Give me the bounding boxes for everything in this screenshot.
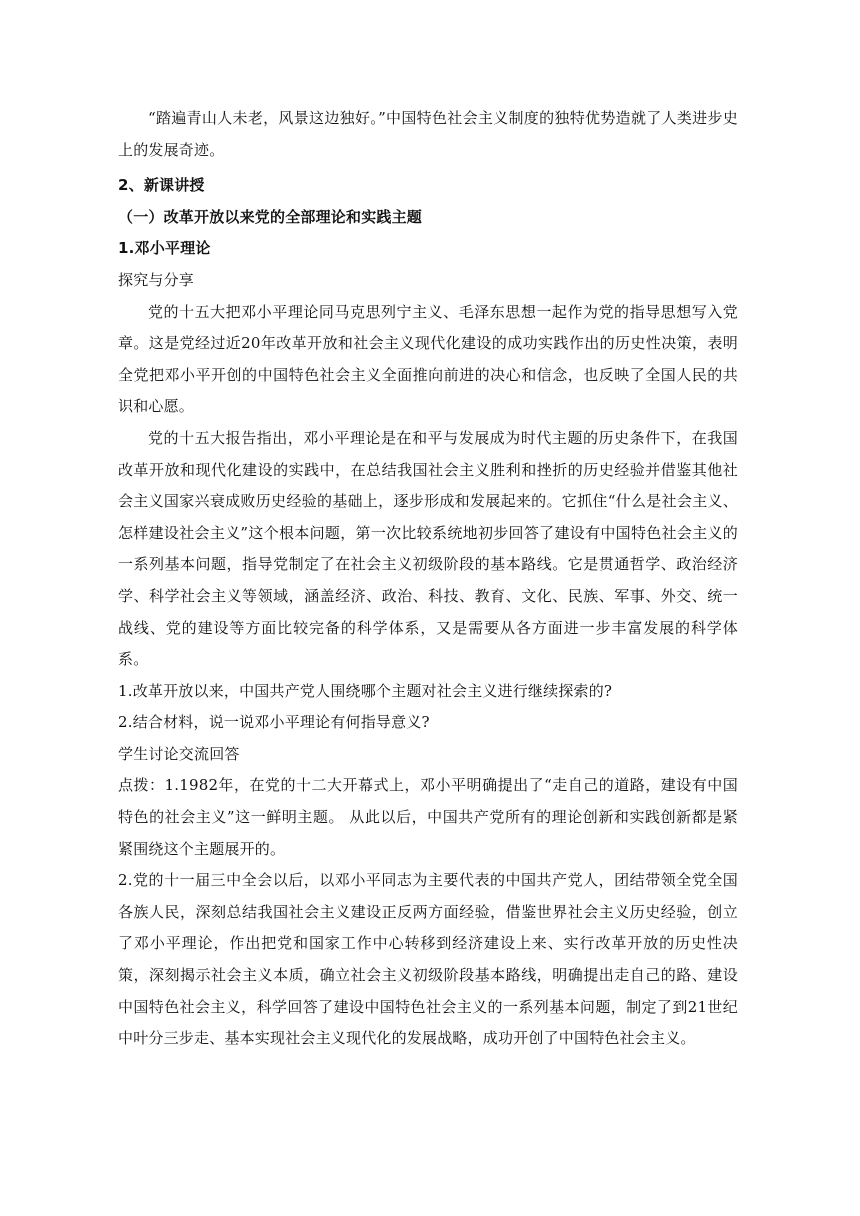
document-content — [118, 103, 738, 1055]
material-paragraph-2: 党的十五大报告指出，邓小平理论是在和平与发展成为时代主题的历史条件下，在我国改革开放和现代化建设的实践中，在总结我国社会主义胜利和挫折的历史经验并借鉴其他社会主义国家兴衰成败历史经验的基础上，逐步形成和发展起来的。它抓住“什么是社会主义、怎样建设社会主义”这个根本问题，第一次比较系统地初步回答了建设有中国特色社会主义的一系列基本问题，指导党制定了在社会主义初级阶段的基本路线。它是贯通哲学、政治经济学、科学社会主义等领域，涵盖经济、政治、科技、教育、文化、民族、军事、外交、统一战线、党的建设等方面比较完备的科学体系，又是需要从各方面进一步丰富发展的科学体系。 — [118, 428, 738, 669]
guidance-paragraph-2: 2.党的十一届三中全会以后，以邓小平同志为主要代表的中国共产党人，团结带领全党全国各族人民，深刻总结我国社会主义建设正反两方面经验，借鉴世界社会主义历史经验，创立了邓小平理论，作出把党和国家工作中心转移到经济建设上来、实行改革开放的历史性决策，深刻揭示社会主义本质，确立社会主义初级阶段基本路线，明确提出走自己的路、建设中国特色社会主义，科学回答了建设中国特色社会主义的一系列基本问题，制定了到21世纪中叶分三步走、基本实现社会主义现代化的发展战略，成功开创了中国特色社会主义。 — [118, 871, 738, 1048]
subsection-heading: （一）改革开放以来党的全部理论和实践主题 — [118, 207, 423, 226]
question-1: 1.改革开放以来，中国共产党人围绕哪个主题对社会主义进行继续探索的? — [118, 681, 613, 700]
activity-label: 探究与分享 — [118, 270, 195, 289]
section-heading: 2、新课讲授 — [118, 176, 205, 195]
question-2: 2.结合材料，说一说邓小平理论有何指导意义? — [118, 713, 430, 732]
student-activity: 学生讨论交流回答 — [118, 744, 240, 763]
opening-paragraph: “踏遍青山人未老，风景这边独好。”中国特色社会主义制度的独特优势造就了人类进步史上的发展奇迹。 — [118, 109, 738, 159]
guidance-paragraph-1: 点拨：1.1982年，在党的十二大开幕式上，邓小平明确提出了“走自己的道路，建设有中国特色的社会主义”这一鲜明主题。 从此以后，中国共产党所有的理论创新和实践创新都是紧紧围绕这个主题展开的。 — [118, 776, 738, 858]
material-paragraph-1: 党的十五大把邓小平理论同马克思列宁主义、毛泽东思想一起作为党的指导思想写入党章。这是党经过近20年改革开放和社会主义现代化建设的成功实践作出的历史性决策，表明全党把邓小平开创的中国特色社会主义全面推向前进的决心和信念，也反映了全国人民的共识和心愿。 — [118, 302, 738, 416]
topic-heading: 1.邓小平理论 — [118, 239, 211, 258]
